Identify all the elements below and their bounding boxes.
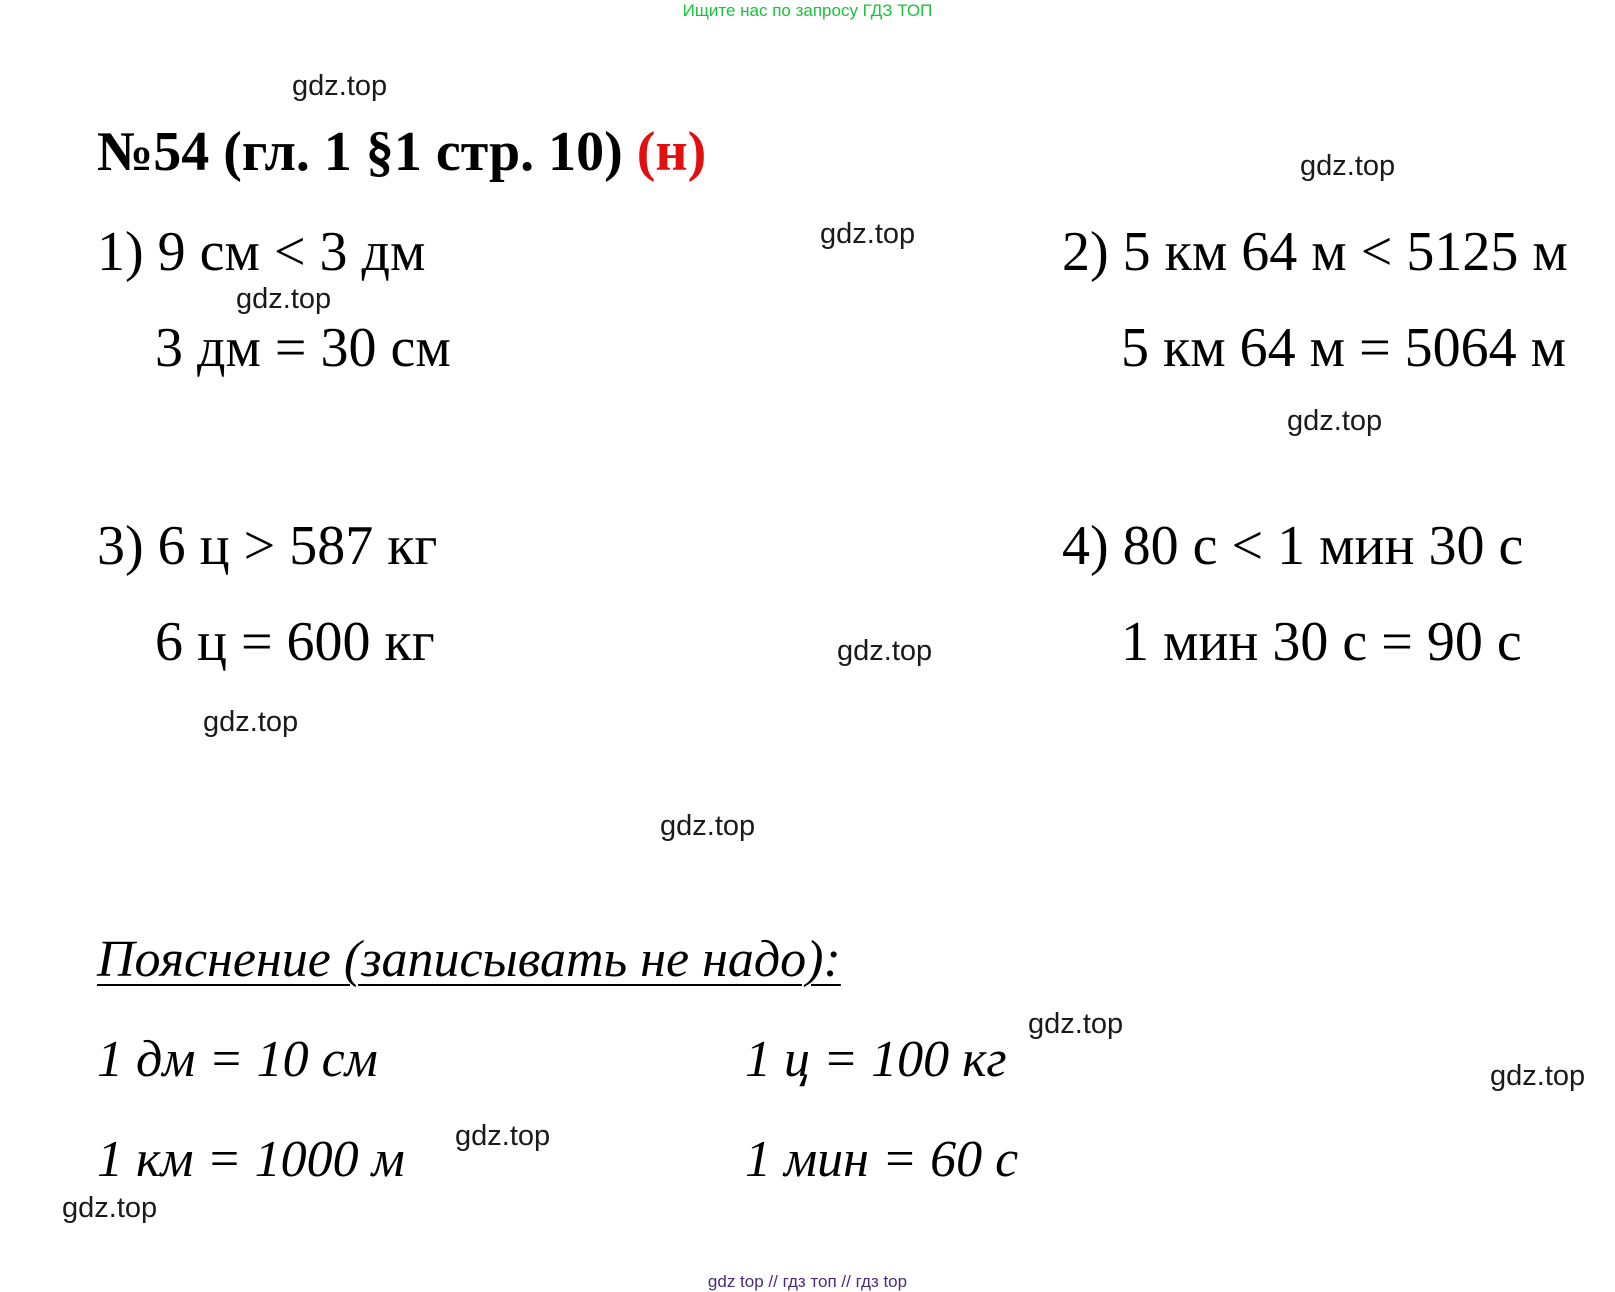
fact-km-m: 1 км = 1000 м xyxy=(97,1131,405,1188)
task-4-work: 1 мин 30 с = 90 с xyxy=(1121,611,1522,673)
task-title xyxy=(97,120,706,184)
task-3-line: 3) 6 ц > 587 кг xyxy=(97,515,438,577)
watermark: gdz.top xyxy=(820,218,916,250)
watermark: gdz.top xyxy=(203,706,299,738)
task-mark: (н) xyxy=(636,121,707,183)
watermark: gdz.top xyxy=(455,1120,551,1152)
footer-text: gdz top // гдз топ // гдз top xyxy=(707,1272,908,1291)
task-4-line: 4) 80 с < 1 мин 30 с xyxy=(1062,515,1524,577)
task-title-text: №54 (гл. 1 §1 стр. 10) xyxy=(97,121,637,183)
watermark: gdz.top xyxy=(837,635,933,667)
watermark: gdz.top xyxy=(62,1192,158,1224)
fact-c-kg: 1 ц = 100 кг xyxy=(745,1031,1007,1088)
watermark: gdz.top xyxy=(292,70,388,102)
task-3-work: 6 ц = 600 кг xyxy=(155,611,435,673)
watermark: gdz.top xyxy=(1300,150,1396,182)
fact-dm-cm: 1 дм = 10 см xyxy=(97,1031,378,1088)
watermark: gdz.top xyxy=(236,283,332,315)
task-2-line: 2) 5 км 64 м < 5125 м xyxy=(1062,221,1568,283)
watermark: gdz.top xyxy=(1028,1008,1124,1040)
explanation-title: Пояснение (записывать не надо): xyxy=(97,931,841,988)
task-1-line: 1) 9 см < 3 дм xyxy=(97,221,426,283)
watermark: gdz.top xyxy=(1490,1060,1586,1092)
top-banner: Ищите нас по запросу ГДЗ ТОП xyxy=(682,1,933,20)
watermark: gdz.top xyxy=(660,810,756,842)
fact-min-s: 1 мин = 60 с xyxy=(745,1131,1019,1188)
watermark: gdz.top xyxy=(1287,405,1383,437)
task-2-work: 5 км 64 м = 5064 м xyxy=(1121,317,1567,379)
task-1-work: 3 дм = 30 см xyxy=(155,317,451,379)
